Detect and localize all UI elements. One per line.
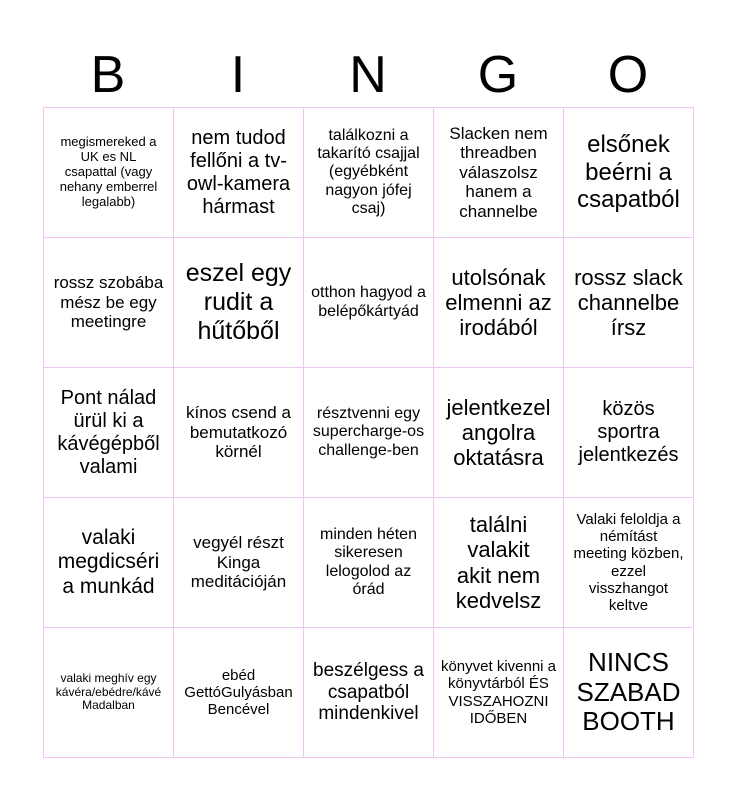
cell-text: Slacken nem threadben válaszolsz hanem a channelbe [449, 123, 548, 221]
header-letter-n: N [349, 45, 387, 104]
bingo-cell[interactable] [434, 368, 564, 498]
cell-text: utolsónak elmenni az irodából [445, 264, 552, 341]
cell-text: találni valakit akit nem kedvelsz [455, 511, 542, 613]
cell-text: otthon hagyod a belépőkártyád [311, 284, 426, 320]
bingo-cell[interactable] [174, 108, 304, 238]
cell-text: Pont nálad ürül ki a kávégépből valami [57, 386, 160, 478]
bingo-cell[interactable] [44, 498, 174, 628]
bingo-cell[interactable] [174, 498, 304, 628]
bingo-cell[interactable] [44, 108, 174, 238]
cell-text: találkozni a takarító csajjal (egyébként nagyon jófej csaj) [317, 126, 420, 218]
bingo-cell[interactable] [44, 238, 174, 368]
header-letter-i: I [230, 45, 246, 104]
header-letter-b: B [90, 45, 126, 104]
bingo-cell[interactable] [564, 238, 694, 368]
bingo-cell[interactable] [434, 108, 564, 238]
cell-text: ebéd GettóGulyásban Bencével [184, 666, 293, 719]
bingo-cell[interactable] [564, 368, 694, 498]
bingo-cell[interactable] [304, 238, 434, 368]
bingo-cell[interactable] [304, 368, 434, 498]
bingo-cell[interactable] [304, 108, 434, 238]
cell-text: valaki megdicséri a munkád [57, 526, 160, 598]
cell-text: rossz szobába mész be egy meetingre [53, 273, 164, 332]
cell-text: beszélgess a csapatból mindenkivel [313, 659, 424, 725]
bingo-cell[interactable] [304, 498, 434, 628]
bingo-header [43, 40, 693, 107]
cell-text: nem tudod fellőni a tv-owl-kamera hármast [186, 126, 291, 218]
cell-text: valaki meghív egy kávéra/ebédre/kávé Madalban [55, 670, 162, 713]
bingo-cell[interactable] [434, 498, 564, 628]
cell-text: közös sportra jelentkezés [578, 398, 679, 466]
bingo-cell[interactable] [434, 238, 564, 368]
cell-text: Valaki feloldja a némítást meeting közben, ezzel visszhangot keltve [573, 510, 684, 614]
cell-text: vegyél részt Kinga meditációján [190, 533, 287, 592]
cell-text: elsőnek beérni a csapatból [577, 131, 680, 214]
cell-text: résztvenni egy supercharge-os challenge-ben [312, 404, 425, 459]
cell-text: eszel egy rudit a hűtőből [185, 259, 292, 345]
header-letter-g: G [477, 45, 519, 104]
cell-text: NINCS SZABAD BOOTH [576, 646, 681, 737]
cell-text: megismereked a UK es NL csapattal (vagy nehany emberrel legalabb) [59, 134, 158, 209]
bingo-cell[interactable] [564, 108, 694, 238]
bingo-cell[interactable] [174, 238, 304, 368]
bingo-cell[interactable] [174, 628, 304, 758]
bingo-grid [43, 107, 694, 758]
cell-text: kínos csend a bemutatkozó körnél [186, 403, 291, 462]
cell-text: jelentkezel angolra oktatásra [446, 394, 551, 471]
bingo-cell[interactable] [564, 628, 694, 758]
cell-text: könyvet kivenni a könyvtárból ÉS VISSZAHOZNI IDŐBEN [440, 658, 557, 727]
bingo-cell[interactable] [564, 498, 694, 628]
bingo-cell[interactable] [44, 628, 174, 758]
bingo-cell[interactable] [434, 628, 564, 758]
cell-text: minden héten sikeresen lelogolod az órád [320, 525, 417, 598]
bingo-cell[interactable] [174, 368, 304, 498]
cell-text: rossz slack channelbe írsz [574, 264, 683, 341]
bingo-cell[interactable] [304, 628, 434, 758]
bingo-cell[interactable] [44, 368, 174, 498]
header-letter-o: O [607, 45, 649, 104]
